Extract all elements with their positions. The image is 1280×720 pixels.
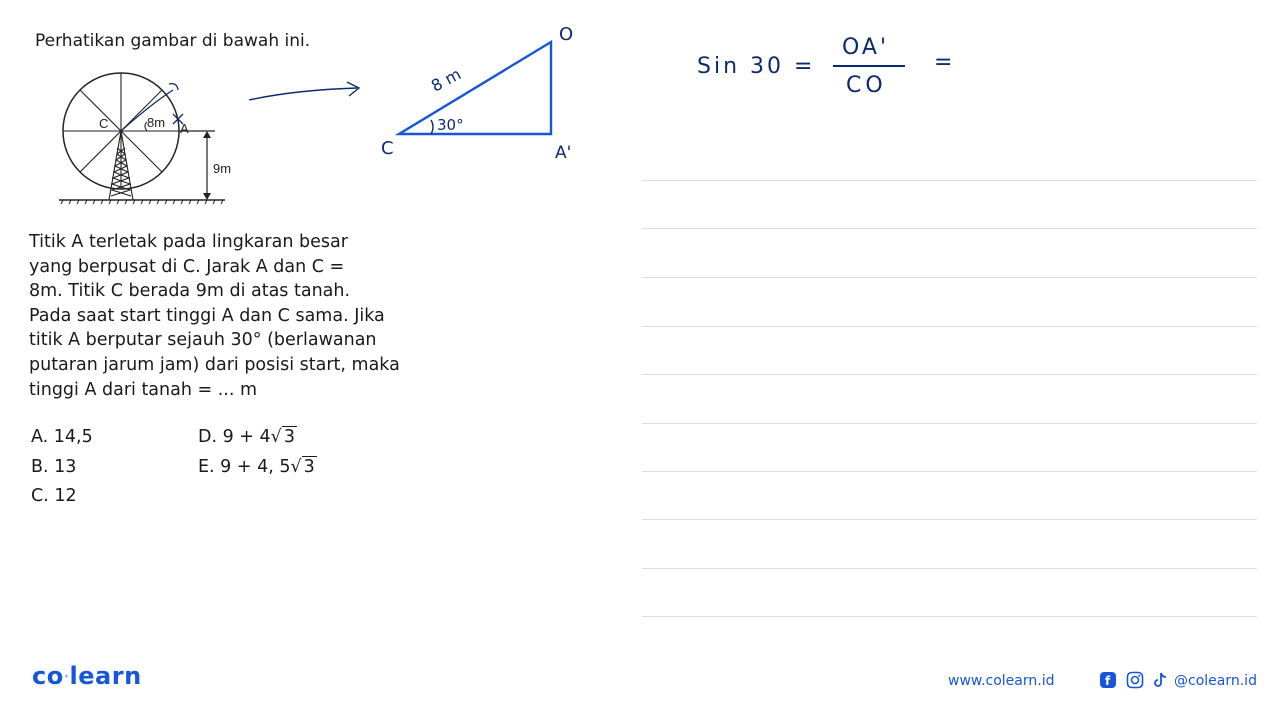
label-c: C	[99, 116, 109, 131]
angle-arc	[431, 120, 433, 134]
option-e[interactable]	[198, 457, 317, 477]
sqrt-icon: √	[270, 427, 282, 447]
question-line: Titik A terletak pada lingkaran besar	[29, 232, 348, 252]
option-a[interactable]: A. 14,5	[31, 427, 93, 447]
ruled-line	[642, 519, 1257, 520]
option-e-root: 3	[303, 457, 315, 477]
eq-right: =	[934, 50, 953, 75]
ruled-line	[642, 374, 1257, 375]
ruled-line	[642, 228, 1257, 229]
arrow-right-icon	[245, 80, 365, 110]
ruled-line	[642, 471, 1257, 472]
option-c[interactable]: C. 12	[31, 486, 77, 506]
eq-denominator: CO	[846, 73, 887, 98]
triangle-shape	[399, 42, 551, 134]
logo-part-b: learn	[69, 662, 142, 690]
label-radius: 8m	[147, 115, 166, 130]
label-a: A	[180, 121, 189, 136]
question-line: tinggi A dari tanah = ... m	[29, 379, 258, 400]
label-c-hand: C	[381, 138, 394, 159]
label-a-prime: A'	[555, 143, 572, 160]
question-line: 8m. Titik C berada 9m di atas tanah.	[29, 281, 351, 302]
question-line: yang berpusat di C. Jarak A dan C =	[29, 256, 345, 277]
fraction-bar	[833, 65, 905, 67]
option-e-prefix: E. 9 + 4, 5	[198, 457, 291, 477]
footer-url[interactable]: www.colearn.id	[948, 673, 1055, 689]
question-text	[29, 230, 419, 402]
triangle-sketch	[375, 20, 605, 160]
sqrt-icon: √	[290, 457, 302, 477]
option-d-root: 3	[283, 427, 295, 447]
label-hyp: 8 m	[427, 64, 465, 96]
eq-left: Sin 30 =	[697, 54, 816, 79]
option-d-prefix: D. 9 + 4	[198, 427, 271, 447]
facebook-icon[interactable]	[1099, 671, 1117, 689]
ruled-line	[642, 568, 1257, 569]
option-b[interactable]: B. 13	[31, 457, 77, 477]
option-d[interactable]	[198, 427, 297, 447]
ruled-line	[642, 180, 1257, 181]
colearn-logo	[32, 662, 142, 690]
question-line: putaran jarum jam) dari posisi start, maka	[29, 354, 400, 375]
logo-part-a: co	[32, 662, 64, 690]
footer-handle[interactable]: @colearn.id	[1174, 673, 1257, 689]
question-line: titik A berputar sejauh 30° (berlawanan	[29, 330, 377, 351]
ruled-line	[642, 423, 1257, 424]
logo-dot-icon: ·	[63, 669, 70, 685]
svg-text:f: f	[1105, 674, 1111, 688]
label-angle: 30°	[437, 116, 464, 134]
ruled-line	[642, 326, 1257, 327]
question-line: Pada saat start tinggi A dan C sama. Jika	[29, 305, 385, 326]
ferris-wheel-figure	[55, 70, 255, 210]
ruled-line	[642, 616, 1257, 617]
label-height: 9m	[213, 161, 232, 176]
label-o: O	[559, 24, 574, 45]
eq-numerator: OA'	[842, 35, 890, 60]
ruled-line	[642, 277, 1257, 278]
tiktok-icon[interactable]	[1151, 671, 1169, 689]
instagram-icon[interactable]	[1126, 671, 1144, 689]
intro-text: Perhatikan gambar di bawah ini.	[35, 31, 311, 51]
